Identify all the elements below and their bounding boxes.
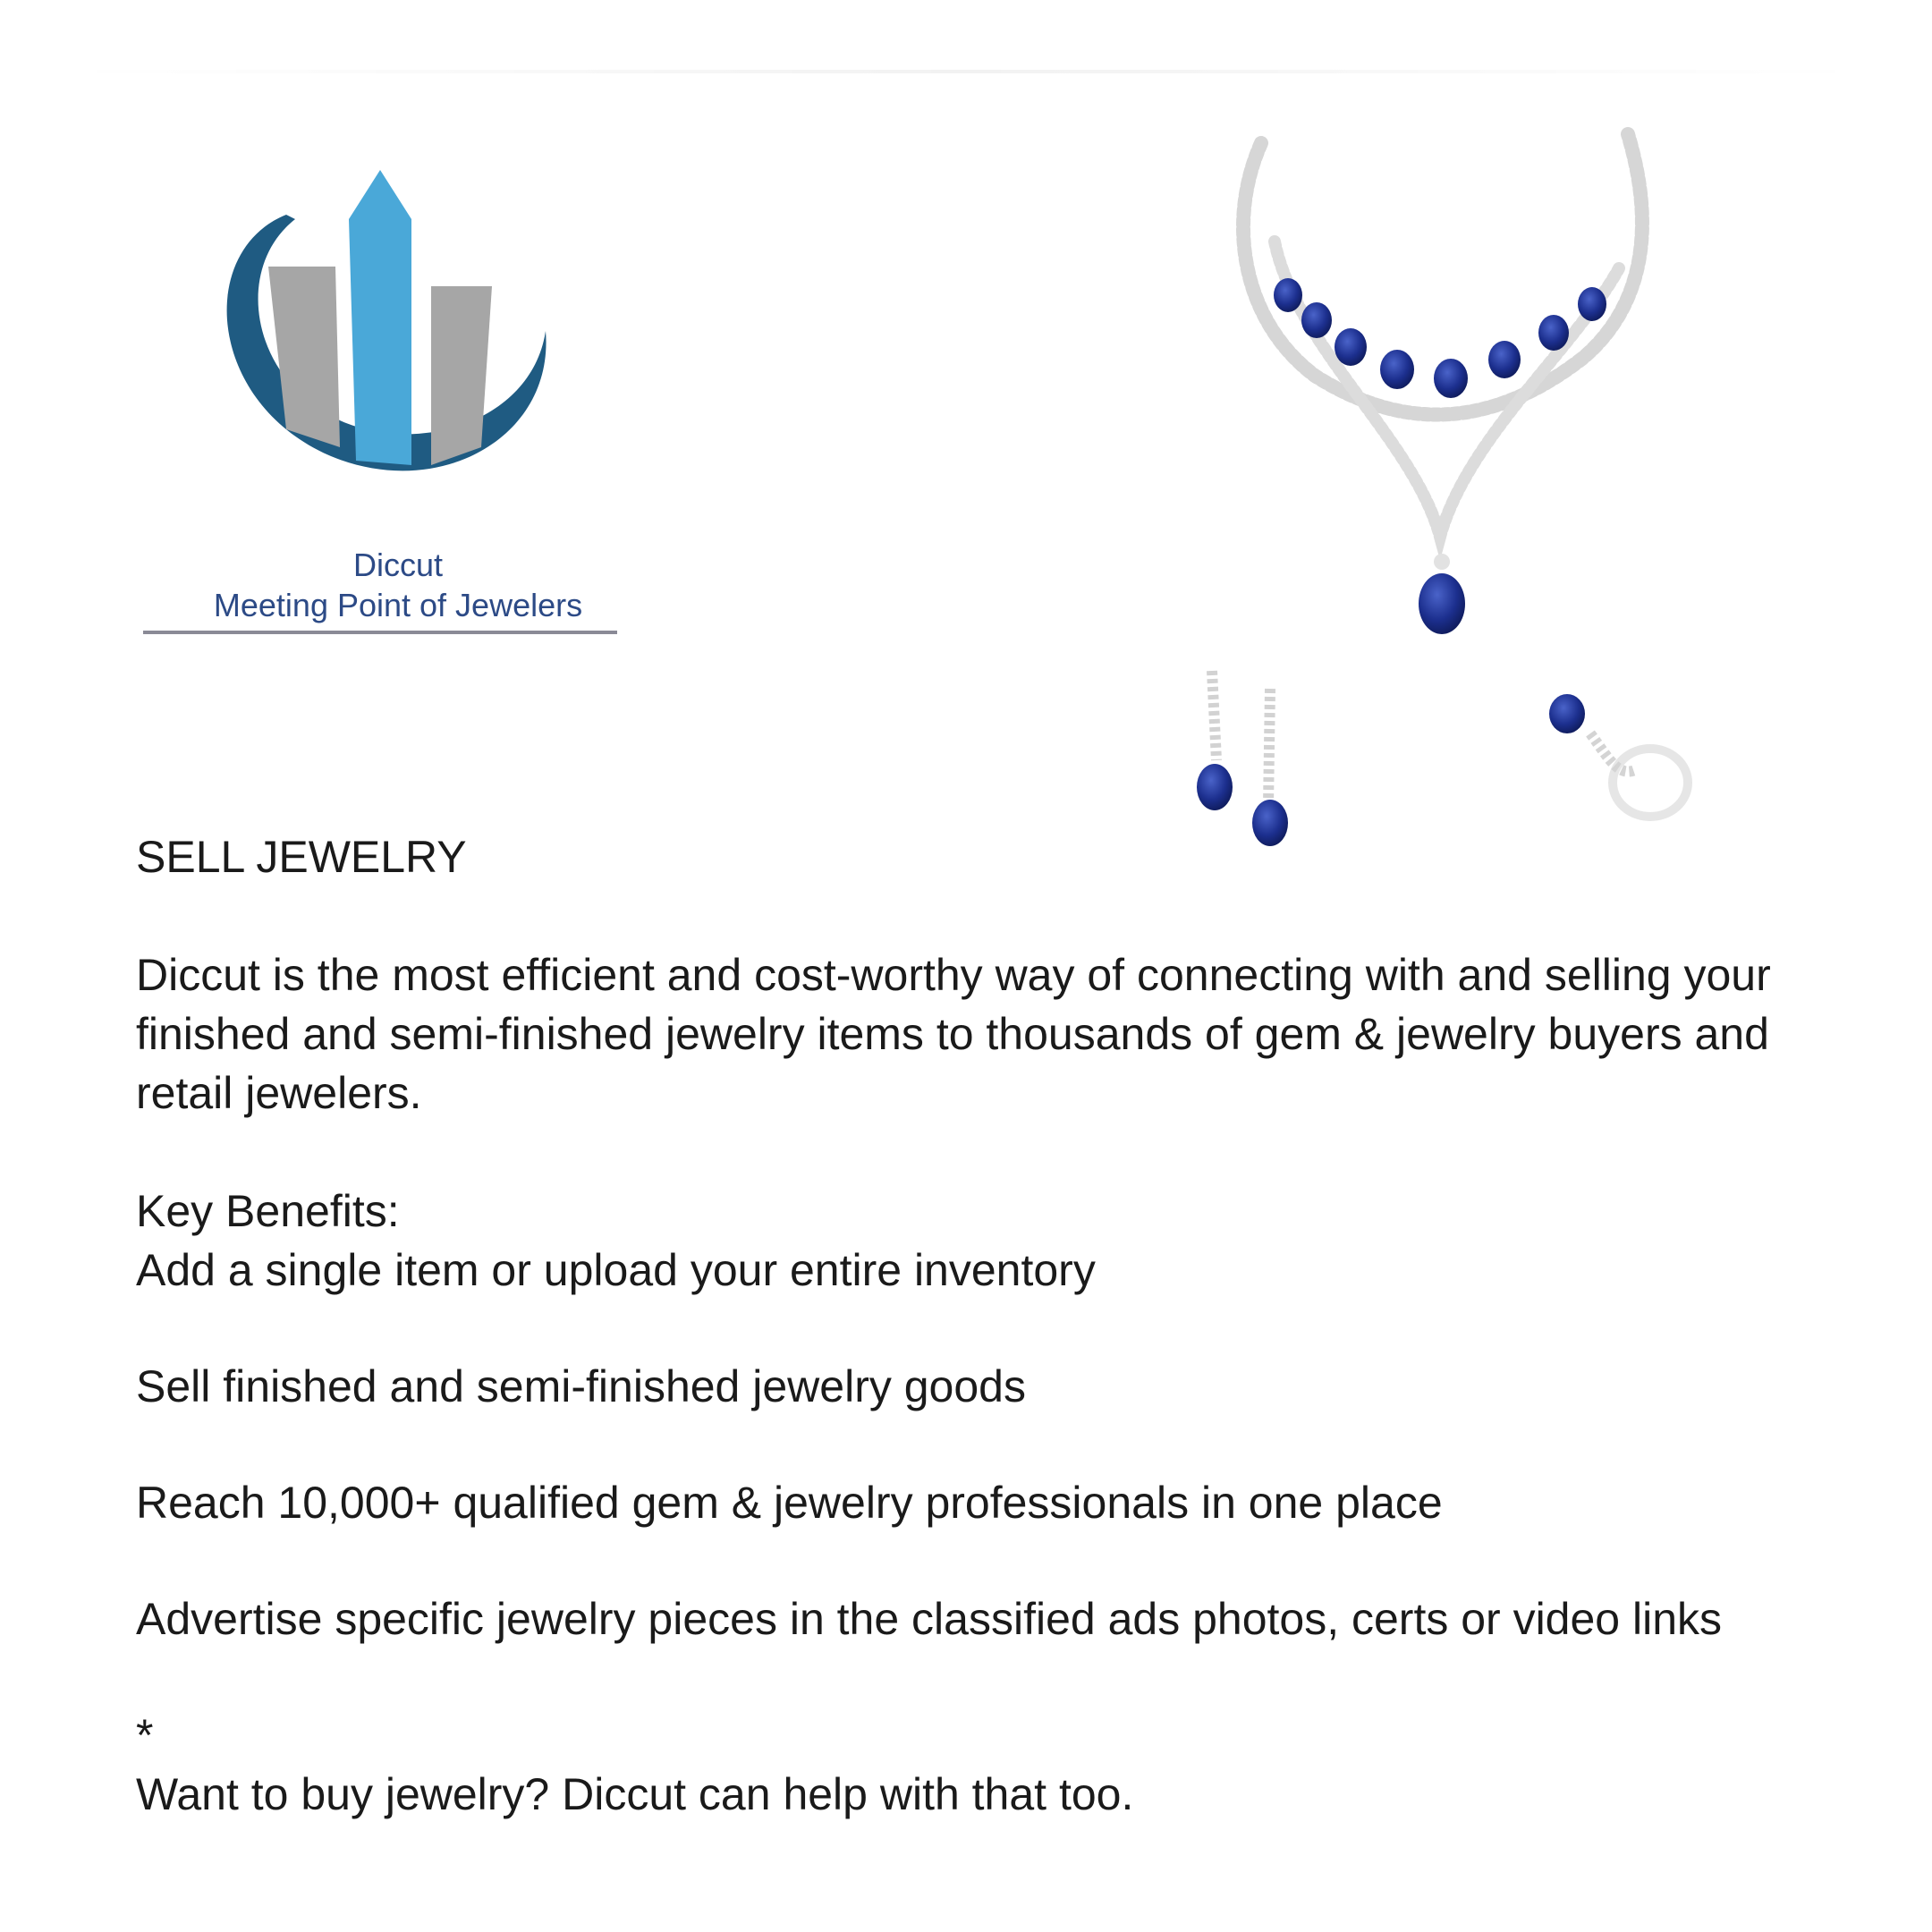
closing-line: Want to buy jewelry? Diccut can help with that too. [136, 1769, 1134, 1819]
benefit-item: Sell finished and semi-finished jewelry goods [136, 1361, 1026, 1411]
benefit-item: Reach 10,000+ qualified gem & jewelry professionals in one place [136, 1478, 1443, 1528]
section-heading: SELL JEWELRY [136, 832, 467, 882]
intro-paragraph: Diccut is the most efficient and cost-worthy way of connecting with and selling your finished and semi-finished jewelry items to thousands of gem & jewelry buyers and retail jewelers. [136, 950, 1771, 1118]
necklace-earrings-ring-icon [1163, 116, 1717, 850]
brand-name: Diccut [352, 547, 444, 583]
jewelry-set-image [1163, 116, 1717, 850]
logo-icon [197, 152, 572, 510]
asterisk-separator: * [136, 1710, 154, 1760]
benefits-title: Key Benefits: [136, 1186, 400, 1236]
benefit-item: Add a single item or upload your entire inventory [136, 1245, 1096, 1295]
description-block [136, 827, 1835, 1824]
logo-underline [143, 631, 617, 634]
top-divider [63, 70, 1869, 73]
benefit-item: Advertise specific jewelry pieces in the classified ads photos, certs or video links [136, 1594, 1723, 1644]
brand-tagline: Meeting Point of Jewelers [213, 587, 583, 623]
diccut-logo [134, 152, 635, 653]
